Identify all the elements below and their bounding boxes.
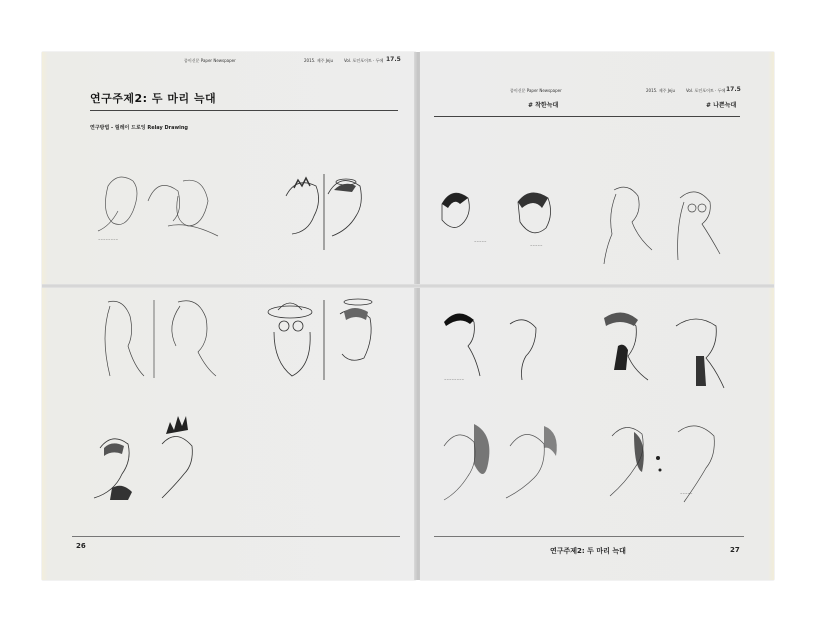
good-wolf-tag: # 착한늑대 xyxy=(528,102,559,109)
relay-drawing-sketch xyxy=(434,184,570,268)
masthead: 종이신문 Paper Newspaper xyxy=(510,88,562,93)
svg-text:~~~~~~~~: ~~~~~~~~ xyxy=(444,377,465,381)
page-number: 26 xyxy=(76,542,86,550)
newspaper-spread xyxy=(42,52,774,580)
page-title: 연구주제2: 두 마리 늑대 xyxy=(90,92,217,105)
footer-rule xyxy=(434,536,744,537)
method-subtitle: 연구방법 - 릴레이 드로잉 Relay Drawing xyxy=(90,125,188,131)
footer-rule xyxy=(72,536,400,537)
volume-number: 17.5 xyxy=(386,56,401,63)
title-rule xyxy=(90,110,398,111)
volume-number: 17.5 xyxy=(726,86,741,93)
relay-drawing-sketch xyxy=(434,306,562,390)
svg-text:~~~~~: ~~~~~ xyxy=(474,239,487,243)
relay-drawing-sketch xyxy=(596,306,734,392)
masthead: 종이신문 Paper Newspaper xyxy=(184,58,236,63)
page-number: 27 xyxy=(730,546,740,554)
left-page xyxy=(42,52,416,580)
relay-drawing-sketch xyxy=(260,292,390,384)
issue-date: 2015. 제주 Jeju xyxy=(646,88,676,93)
relay-drawing-sketch xyxy=(88,292,222,384)
volume-label: Vol. 포인포이트 · 두에 xyxy=(686,88,726,93)
relay-drawing-sketch xyxy=(88,166,228,250)
relay-drawing-sketch xyxy=(598,414,736,508)
relay-drawing-sketch xyxy=(268,164,380,250)
svg-text:~~~~~: ~~~~~ xyxy=(530,243,543,247)
bad-wolf-tag: # 나쁜늑대 xyxy=(706,102,737,109)
tag-rule xyxy=(434,116,740,117)
volume-label: Vol. 포인포이트 · 두에 xyxy=(344,58,384,63)
svg-text:~~~~~~~~: ~~~~~~~~ xyxy=(98,237,119,241)
relay-drawing-sketch xyxy=(600,180,726,268)
relay-drawing-sketch xyxy=(82,408,210,504)
svg-text:~~~~~: ~~~~~ xyxy=(680,491,693,495)
footer-title: 연구주제2: 두 마리 늑대 xyxy=(550,547,626,555)
horizontal-fold xyxy=(42,284,774,288)
issue-date: 2015. 제주 Jeju xyxy=(304,58,334,63)
right-page xyxy=(420,52,774,580)
relay-drawing-sketch xyxy=(434,416,566,508)
